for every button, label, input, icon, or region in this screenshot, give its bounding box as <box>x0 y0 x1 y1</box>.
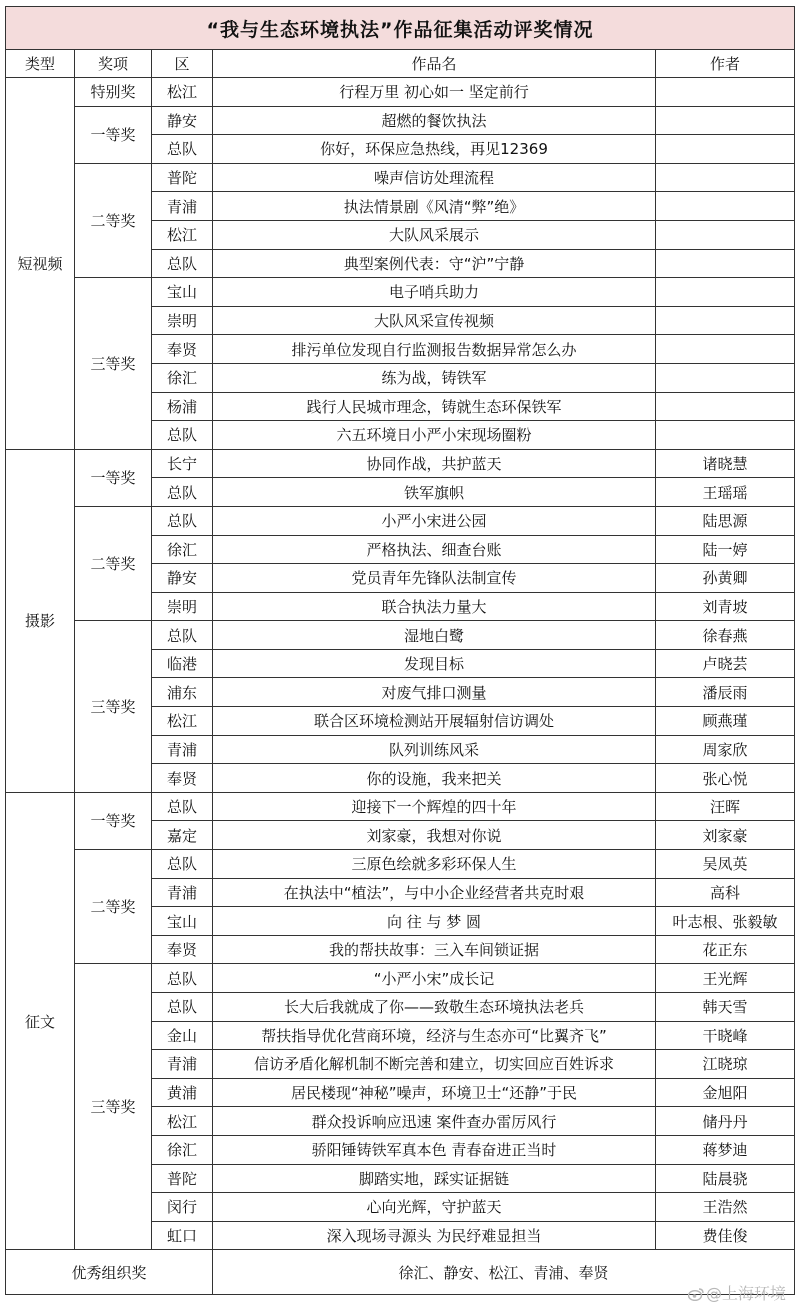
author-cell: 陆一婷 <box>656 535 795 564</box>
district-cell: 宝山 <box>152 907 213 936</box>
district-cell: 总队 <box>152 792 213 821</box>
work-cell: 严格执法、细查台账 <box>213 535 656 564</box>
work-cell: 脚踏实地，踩实证据链 <box>213 1164 656 1193</box>
author-cell: 江晓琼 <box>656 1050 795 1079</box>
district-cell: 松江 <box>152 1107 213 1136</box>
author-cell <box>656 106 795 135</box>
work-cell: 在执法中“植法”，与中小企业经营者共克时艰 <box>213 878 656 907</box>
header-author: 作者 <box>656 50 795 78</box>
work-cell: 典型案例代表：守“沪”宁静 <box>213 249 656 278</box>
author-cell <box>656 192 795 221</box>
district-cell: 青浦 <box>152 192 213 221</box>
table-row <box>6 78 795 107</box>
district-cell: 总队 <box>152 621 213 650</box>
table-row <box>6 506 795 535</box>
author-cell <box>656 421 795 450</box>
category-cell: 征文 <box>6 792 75 1250</box>
work-cell: 信访矛盾化解机制不断完善和建立，切实回应百姓诉求 <box>213 1050 656 1079</box>
work-cell: 长大后我就成了你——致敬生态环境执法老兵 <box>213 993 656 1022</box>
work-cell: 群众投诉响应迅速 案件查办雷厉风行 <box>213 1107 656 1136</box>
author-cell: 汪晖 <box>656 792 795 821</box>
work-cell: 三原色绘就多彩环保人生 <box>213 850 656 879</box>
work-cell: 六五环境日小严小宋现场圈粉 <box>213 421 656 450</box>
author-cell <box>656 278 795 307</box>
district-cell: 奉贤 <box>152 935 213 964</box>
work-cell: 党员青年先锋队法制宣传 <box>213 564 656 593</box>
watermark <box>688 1281 786 1304</box>
work-cell: 帮扶指导优化营商环境，经济与生态亦可“比翼齐飞” <box>213 1021 656 1050</box>
author-cell: 刘青坡 <box>656 592 795 621</box>
work-cell: “小严小宋”成长记 <box>213 964 656 993</box>
work-cell: 行程万里 初心如一 坚定前行 <box>213 78 656 107</box>
work-cell: 深入现场寻源头 为民纾难显担当 <box>213 1221 656 1250</box>
author-cell: 张心悦 <box>656 764 795 793</box>
district-cell: 普陀 <box>152 1164 213 1193</box>
author-cell <box>656 163 795 192</box>
author-cell: 卢晓芸 <box>656 649 795 678</box>
award-cell: 二等奖 <box>75 850 152 964</box>
author-cell: 储丹丹 <box>656 1107 795 1136</box>
award-cell: 三等奖 <box>75 278 152 450</box>
author-cell: 刘家豪 <box>656 821 795 850</box>
org-award-row <box>6 1250 795 1295</box>
district-cell: 总队 <box>152 421 213 450</box>
district-cell: 临港 <box>152 649 213 678</box>
author-cell: 孙黄卿 <box>656 564 795 593</box>
header-district: 区 <box>152 50 213 78</box>
author-cell: 叶志根、张毅敏 <box>656 907 795 936</box>
award-cell: 三等奖 <box>75 621 152 793</box>
table-row <box>6 621 795 650</box>
work-cell: 练为战，铸铁军 <box>213 363 656 392</box>
author-cell <box>656 335 795 364</box>
work-cell: 执法情景剧《风清“弊”绝》 <box>213 192 656 221</box>
district-cell: 黄浦 <box>152 1078 213 1107</box>
header-row <box>6 50 795 78</box>
work-cell: 对废气排口测量 <box>213 678 656 707</box>
district-cell: 宝山 <box>152 278 213 307</box>
author-cell: 周家欣 <box>656 735 795 764</box>
table-row <box>6 792 795 821</box>
author-cell <box>656 78 795 107</box>
district-cell: 奉贤 <box>152 335 213 364</box>
district-cell: 闵行 <box>152 1193 213 1222</box>
table-title: “我与生态环境执法”作品征集活动评奖情况 <box>6 7 795 50</box>
district-cell: 松江 <box>152 707 213 736</box>
header-award: 奖项 <box>75 50 152 78</box>
district-cell: 虹口 <box>152 1221 213 1250</box>
work-cell: 你好，环保应急热线，再见12369 <box>213 135 656 164</box>
author-cell: 花正东 <box>656 935 795 964</box>
org-award-value: 徐汇、静安、松江、青浦、奉贤 <box>213 1250 795 1295</box>
author-cell: 陆晨骁 <box>656 1164 795 1193</box>
author-cell <box>656 363 795 392</box>
work-cell: 联合执法力量大 <box>213 592 656 621</box>
work-cell: 噪声信访处理流程 <box>213 163 656 192</box>
author-cell: 高科 <box>656 878 795 907</box>
header-type: 类型 <box>6 50 75 78</box>
work-cell: 发现目标 <box>213 649 656 678</box>
district-cell: 总队 <box>152 850 213 879</box>
work-cell: 小严小宋进公园 <box>213 506 656 535</box>
author-cell <box>656 220 795 249</box>
table-row <box>6 278 795 307</box>
district-cell: 徐汇 <box>152 535 213 564</box>
author-cell: 王瑶瑶 <box>656 478 795 507</box>
work-cell: 大队风采宣传视频 <box>213 306 656 335</box>
work-cell: 践行人民城市理念，铸就生态环保铁军 <box>213 392 656 421</box>
district-cell: 松江 <box>152 78 213 107</box>
award-cell: 一等奖 <box>75 449 152 506</box>
work-cell: 队列训练风采 <box>213 735 656 764</box>
district-cell: 徐汇 <box>152 1135 213 1164</box>
author-cell: 王浩然 <box>656 1193 795 1222</box>
district-cell: 奉贤 <box>152 764 213 793</box>
author-cell <box>656 249 795 278</box>
work-cell: 铁军旗帜 <box>213 478 656 507</box>
author-cell: 王光辉 <box>656 964 795 993</box>
district-cell: 总队 <box>152 478 213 507</box>
work-cell: 协同作战，共护蓝天 <box>213 449 656 478</box>
district-cell: 嘉定 <box>152 821 213 850</box>
author-cell: 干晓峰 <box>656 1021 795 1050</box>
work-cell: 居民楼现“神秘”噪声，环境卫士“还静”于民 <box>213 1078 656 1107</box>
author-cell <box>656 135 795 164</box>
work-cell: 骄阳锤铸铁军真本色 青春奋进正当时 <box>213 1135 656 1164</box>
category-cell: 摄影 <box>6 449 75 792</box>
district-cell: 总队 <box>152 993 213 1022</box>
district-cell: 静安 <box>152 106 213 135</box>
district-cell: 徐汇 <box>152 363 213 392</box>
author-cell <box>656 392 795 421</box>
author-cell: 潘辰雨 <box>656 678 795 707</box>
table-row <box>6 106 795 135</box>
table-row <box>6 964 795 993</box>
work-cell: 排污单位发现自行监测报告数据异常怎么办 <box>213 335 656 364</box>
district-cell: 金山 <box>152 1021 213 1050</box>
district-cell: 长宁 <box>152 449 213 478</box>
table-row <box>6 163 795 192</box>
district-cell: 崇明 <box>152 306 213 335</box>
district-cell: 普陀 <box>152 163 213 192</box>
work-cell: 电子哨兵助力 <box>213 278 656 307</box>
award-cell: 二等奖 <box>75 163 152 277</box>
award-results-table <box>5 6 795 1295</box>
district-cell: 松江 <box>152 220 213 249</box>
author-cell: 蒋梦迪 <box>656 1135 795 1164</box>
author-cell: 金旭阳 <box>656 1078 795 1107</box>
category-cell: 短视频 <box>6 78 75 450</box>
author-cell <box>656 306 795 335</box>
work-cell: 大队风采展示 <box>213 220 656 249</box>
header-work: 作品名 <box>213 50 656 78</box>
district-cell: 总队 <box>152 249 213 278</box>
work-cell: 联合区环境检测站开展辐射信访调处 <box>213 707 656 736</box>
author-cell: 韩天雪 <box>656 993 795 1022</box>
weibo-icon <box>688 1287 704 1301</box>
work-cell: 我的帮扶故事：三入车间锁证据 <box>213 935 656 964</box>
district-cell: 青浦 <box>152 735 213 764</box>
work-cell: 你的设施，我来把关 <box>213 764 656 793</box>
watermark-text: @上海环境 <box>705 1284 786 1303</box>
table-row <box>6 449 795 478</box>
org-award-label: 优秀组织奖 <box>6 1250 213 1295</box>
district-cell: 总队 <box>152 506 213 535</box>
author-cell: 吴凤英 <box>656 850 795 879</box>
work-cell: 心向光辉，守护蓝天 <box>213 1193 656 1222</box>
work-cell: 超燃的餐饮执法 <box>213 106 656 135</box>
district-cell: 静安 <box>152 564 213 593</box>
district-cell: 崇明 <box>152 592 213 621</box>
author-cell: 陆思源 <box>656 506 795 535</box>
award-cell: 一等奖 <box>75 106 152 163</box>
district-cell: 青浦 <box>152 878 213 907</box>
author-cell: 诸晓慧 <box>656 449 795 478</box>
award-cell: 三等奖 <box>75 964 152 1250</box>
award-cell: 特别奖 <box>75 78 152 107</box>
author-cell: 费佳俊 <box>656 1221 795 1250</box>
author-cell: 徐春燕 <box>656 621 795 650</box>
district-cell: 总队 <box>152 964 213 993</box>
district-cell: 青浦 <box>152 1050 213 1079</box>
award-cell: 一等奖 <box>75 792 152 849</box>
table-body <box>6 78 795 1250</box>
award-cell: 二等奖 <box>75 506 152 620</box>
author-cell: 顾燕瑾 <box>656 707 795 736</box>
work-cell: 刘家豪，我想对你说 <box>213 821 656 850</box>
work-cell: 湿地白鹭 <box>213 621 656 650</box>
work-cell: 向 往 与 梦 圆 <box>213 907 656 936</box>
work-cell: 迎接下一个辉煌的四十年 <box>213 792 656 821</box>
district-cell: 浦东 <box>152 678 213 707</box>
table-row <box>6 850 795 879</box>
district-cell: 总队 <box>152 135 213 164</box>
district-cell: 杨浦 <box>152 392 213 421</box>
